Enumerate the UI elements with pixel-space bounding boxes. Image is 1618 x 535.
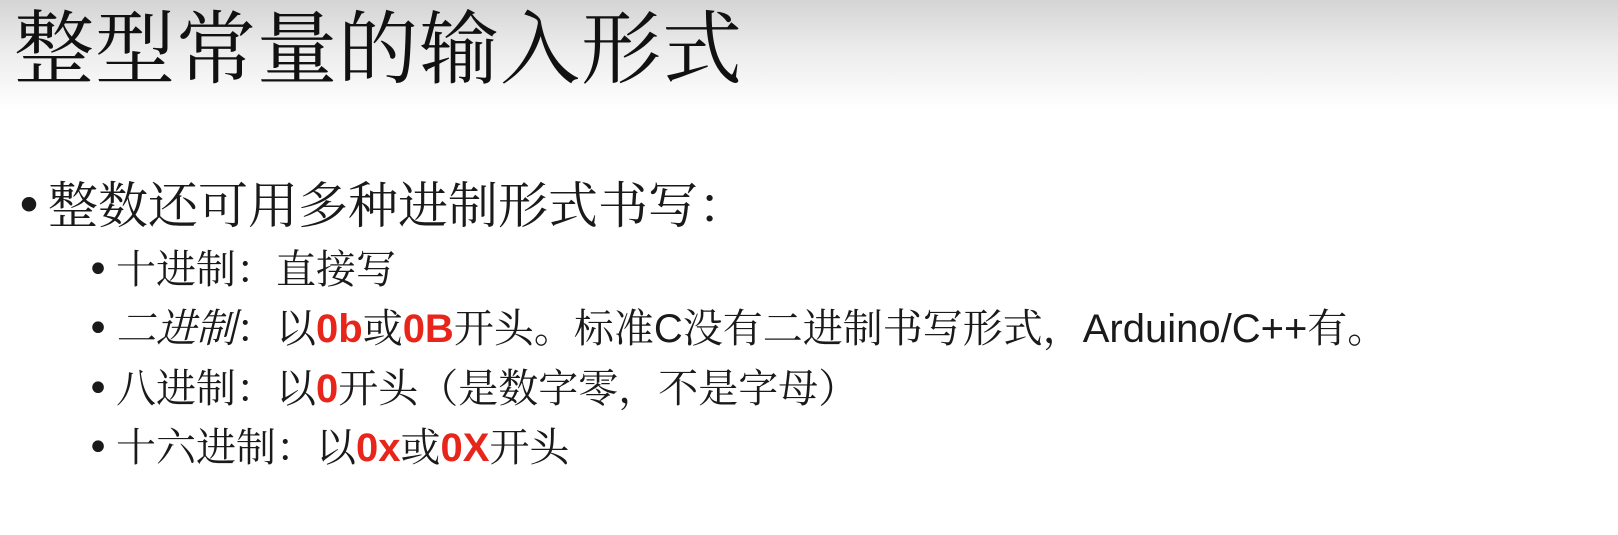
slide-title: 整型常量的输入形式 [14,3,743,96]
bullet-dot-icon: • [86,247,110,293]
bullet-dot-icon: • [86,366,110,412]
binary-code-upper: 0B [402,307,454,351]
binary-separator: ： [236,306,276,352]
bullet-octal [80,363,858,415]
bullet-hex [80,422,569,474]
octal-label: 八进制 [116,366,236,412]
bullet-dot-icon: • [86,306,110,352]
binary-or-text: 或 [362,306,403,352]
bullet-binary [80,303,1387,355]
hex-prefix-text: 以 [316,425,356,471]
bullet-decimal [80,244,396,296]
hex-code-upper: 0X [440,426,490,470]
hex-separator: ： [276,425,316,471]
bullet-dot-icon: • [86,425,110,471]
hex-code-lower: 0x [356,426,401,470]
binary-suffix-text: 开头。标准C没有二进制书写形式，Arduino/C++有。 [453,307,1388,351]
binary-label: 二进制 [116,306,236,352]
octal-code: 0 [316,367,339,411]
decimal-separator: ： [236,247,276,293]
hex-label: 十六进制 [116,425,276,471]
title-band [0,0,1618,110]
hex-or-text: 或 [400,425,441,471]
decimal-text: 直接写 [276,247,396,293]
intro-text: 整数还可用多种进制形式书写： [48,177,748,235]
octal-prefix-text: 以 [276,366,316,412]
octal-suffix-text: 开头（是数字零，不是字母） [338,366,859,412]
hex-suffix-text: 开头 [489,425,570,471]
bullet-intro [10,176,748,236]
octal-separator: ： [236,366,276,412]
binary-code-lower: 0b [316,307,363,351]
binary-prefix-text: 以 [276,306,316,352]
decimal-label: 十进制 [116,247,236,293]
bullet-dot-icon: • [14,177,44,235]
